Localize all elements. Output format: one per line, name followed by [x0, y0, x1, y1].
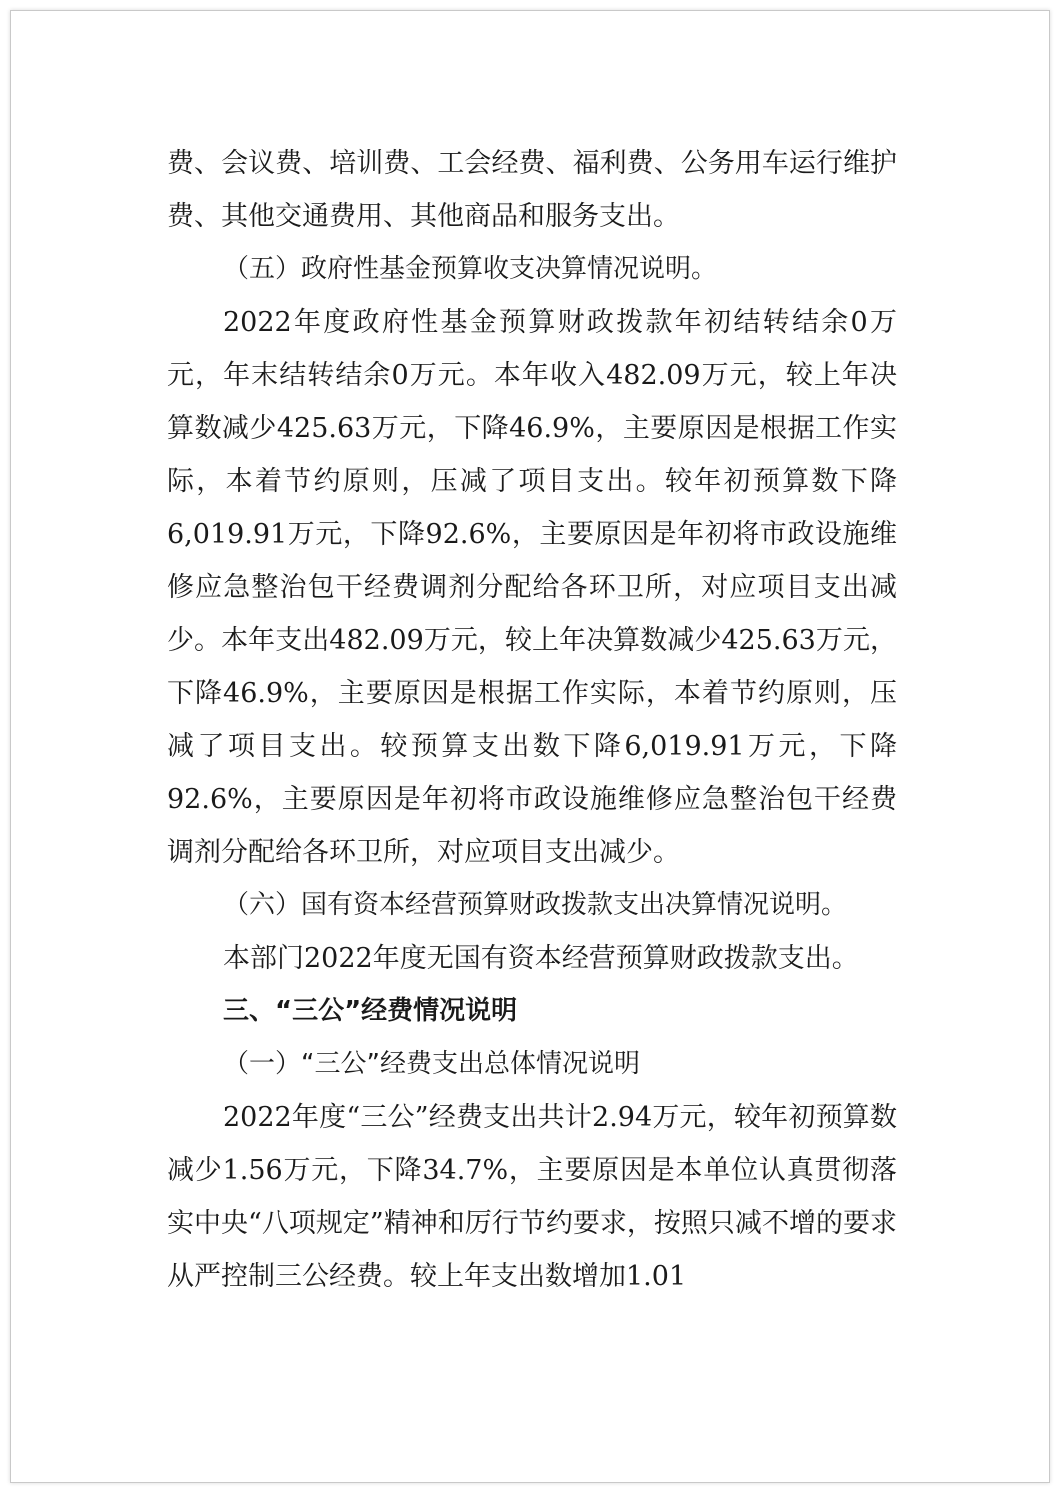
document-page — [10, 10, 1050, 1483]
paragraph-three-public-detail: 2022年度“三公”经费支出共计2.94万元，较年初预算数减少1.56万元，下降34.7%，主要原因是本单位认真贯彻落实中央“八项规定”精神和厉行节约要求，按照只减不增的要求从严控制三公经费。较上年支出数增加1.01 — [167, 1102, 897, 1292]
section-heading-state-capital: （六）国有资本经营预算财政拨款支出决算情况说明。 — [223, 890, 848, 920]
subsection-heading-three-public-overall: （一）“三公”经费支出总体情况说明 — [223, 1049, 640, 1079]
document-body — [167, 137, 897, 1303]
paragraph-expense-list: 费、会议费、培训费、工会经费、福利费、公务用车运行维护费、其他交通费用、其他商品和服务支出。 — [167, 148, 897, 232]
paragraph-state-capital-detail: 本部门2022年度无国有资本经营预算财政拨款支出。 — [223, 943, 859, 974]
section-heading-three-public: 三、“三公”经费情况说明 — [223, 996, 518, 1026]
section-heading-government-fund: （五）政府性基金预算收支决算情况说明。 — [223, 254, 718, 284]
paragraph-government-fund-detail: 2022年度政府性基金预算财政拨款年初结转结余0万元，年末结转结余0万元。本年收入482.09万元，较上年决算数减少425.63万元，下降46.9%，主要原因是根据工作实际，本着节约原则，压减了项目支出。较年初预算数下降6,019.91万元，下降92.6%，主要原因是年初将市政设施维修应急整治包干经费调剂分配给各环卫所，对应项目支出减少。本年支出482.09万元，较上年决算数减少425.63万元，下降46.9%，主要原因是根据工作实际，本着节约原则，压减了项目支出。较预算支出数下降6,019.91万元，下降92.6%，主要原因是年初将市政设施维修应急整治包干经费调剂分配给各环卫所，对应项目支出减少。 — [167, 307, 897, 868]
